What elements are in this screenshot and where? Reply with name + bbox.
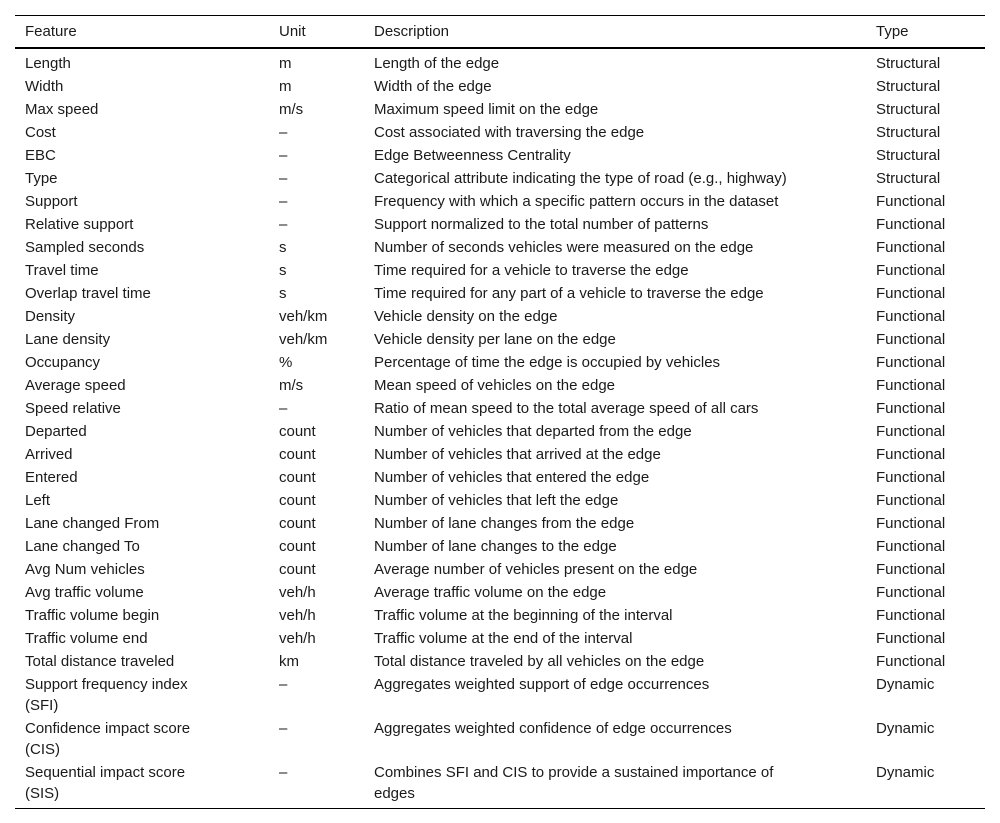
feature-cell: Width [25,78,64,95]
unit-cell: – [279,170,288,187]
feature-cell: Support frequency index (SFI) [25,676,188,714]
unit-cell: s [279,239,287,256]
type-cell: Functional [876,607,946,624]
type-cell: Functional [876,423,946,440]
type-cell: Functional [876,377,946,394]
table-row [15,328,985,351]
description-cell: Maximum speed limit on the edge [374,101,599,118]
feature-cell: Average speed [25,377,126,394]
type-cell: Dynamic [876,676,935,693]
type-cell: Functional [876,492,946,509]
type-cell: Functional [876,193,946,210]
table-row [15,627,985,650]
description-cell: Vehicle density on the edge [374,308,558,325]
table-row [15,466,985,489]
feature-cell: Length [25,55,71,72]
table-row [15,397,985,420]
unit-cell: count [279,492,316,509]
feature-cell: Speed relative [25,400,121,417]
type-cell: Dynamic [876,764,935,781]
table-row [15,213,985,236]
description-cell: Time required for a vehicle to traverse the edge [374,262,689,279]
unit-cell: – [279,720,288,737]
table-row [15,717,985,761]
table-row [15,75,985,98]
unit-cell: count [279,515,316,532]
description-cell: Average traffic volume on the edge [374,584,607,601]
unit-cell: – [279,216,288,233]
feature-cell: Traffic volume begin [25,607,160,624]
unit-cell: count [279,469,316,486]
type-cell: Functional [876,285,946,302]
feature-cell: Avg traffic volume [25,584,144,601]
description-cell: Combines SFI and CIS to provide a sustained importance of edges [374,764,774,802]
type-cell: Functional [876,308,946,325]
description-cell: Percentage of time the edge is occupied by vehicles [374,354,721,371]
table-row [15,581,985,604]
description-cell: Total distance traveled by all vehicles on the edge [374,653,705,670]
description-cell: Number of lane changes to the edge [374,538,617,555]
header-unit: Unit [279,23,306,40]
unit-cell: – [279,193,288,210]
type-cell: Functional [876,216,946,233]
description-cell: Cost associated with traversing the edge [374,124,645,141]
description-cell: Number of vehicles that departed from the edge [374,423,692,440]
description-cell: Edge Betweenness Centrality [374,147,571,164]
header-feature: Feature [25,23,77,40]
feature-cell: Avg Num vehicles [25,561,145,578]
feature-cell: Sequential impact score (SIS) [25,764,186,802]
unit-cell: – [279,147,288,164]
feature-cell: EBC [25,147,56,164]
unit-cell: count [279,561,316,578]
unit-cell: m/s [279,101,304,118]
unit-cell: veh/h [279,630,316,647]
header-description: Description [374,23,450,40]
description-cell: Aggregates weighted confidence of edge occurrences [374,720,732,737]
table-row [15,489,985,512]
unit-cell: s [279,285,287,302]
feature-cell: Lane density [25,331,111,348]
table-row [15,282,985,305]
description-cell: Time required for any part of a vehicle to traverse the edge [374,285,764,302]
unit-cell: m/s [279,377,304,394]
feature-table-container [15,15,985,809]
feature-cell: Sampled seconds [25,239,145,256]
type-cell: Functional [876,354,946,371]
type-cell: Functional [876,538,946,555]
type-cell: Functional [876,561,946,578]
feature-cell: Occupancy [25,354,101,371]
unit-cell: % [279,354,293,371]
type-cell: Functional [876,653,946,670]
description-cell: Average number of vehicles present on the edge [374,561,698,578]
feature-cell: Lane changed To [25,538,140,555]
feature-cell: Support [25,193,78,210]
description-cell: Categorical attribute indicating the type of road (e.g., highway) [374,170,787,187]
type-cell: Structural [876,147,941,164]
unit-cell: count [279,538,316,555]
type-cell: Functional [876,239,946,256]
table-row [15,761,985,809]
table-row [15,121,985,144]
feature-cell: Travel time [25,262,99,279]
table-row [15,604,985,627]
table-row [15,236,985,259]
feature-cell: Arrived [25,446,73,463]
description-cell: Mean speed of vehicles on the edge [374,377,616,394]
type-cell: Functional [876,446,946,463]
description-cell: Number of seconds vehicles were measured on the edge [374,239,754,256]
feature-cell: Relative support [25,216,134,233]
description-cell: Ratio of mean speed to the total average speed of all cars [374,400,759,417]
table-row [15,420,985,443]
feature-cell: Cost [25,124,56,141]
feature-table [15,15,985,809]
table-row [15,443,985,466]
feature-cell: Confidence impact score (CIS) [25,720,191,758]
table-row [15,167,985,190]
table-row [15,351,985,374]
feature-cell: Max speed [25,101,99,118]
unit-cell: – [279,676,288,693]
type-cell: Functional [876,630,946,647]
description-cell: Vehicle density per lane on the edge [374,331,616,348]
table-row [15,558,985,581]
feature-cell: Departed [25,423,87,440]
description-cell: Support normalized to the total number of patterns [374,216,709,233]
unit-cell: count [279,423,316,440]
feature-cell: Traffic volume end [25,630,148,647]
feature-cell: Overlap travel time [25,285,151,302]
type-cell: Structural [876,78,941,95]
table-body [15,48,985,809]
header-type: Type [876,23,909,40]
feature-cell: Type [25,170,58,187]
table-row [15,535,985,558]
table-row [15,190,985,213]
unit-cell: – [279,124,288,141]
unit-cell: s [279,262,287,279]
table-row [15,48,985,75]
feature-cell: Density [25,308,76,325]
unit-cell: veh/km [279,331,328,348]
feature-cell: Entered [25,469,78,486]
type-cell: Functional [876,469,946,486]
type-cell: Functional [876,400,946,417]
table-row [15,512,985,535]
description-cell: Width of the edge [374,78,492,95]
description-cell: Frequency with which a specific pattern occurs in the dataset [374,193,779,210]
table-row [15,650,985,673]
unit-cell: m [279,55,292,72]
unit-cell: veh/h [279,584,316,601]
unit-cell: veh/h [279,607,316,624]
feature-cell: Left [25,492,51,509]
type-cell: Structural [876,170,941,187]
type-cell: Dynamic [876,720,935,737]
unit-cell: veh/km [279,308,328,325]
description-cell: Traffic volume at the beginning of the interval [374,607,673,624]
unit-cell: – [279,764,288,781]
type-cell: Functional [876,515,946,532]
feature-cell: Lane changed From [25,515,160,532]
unit-cell: – [279,400,288,417]
type-cell: Structural [876,124,941,141]
type-cell: Structural [876,55,941,72]
table-header [15,16,985,49]
table-row [15,259,985,282]
unit-cell: m [279,78,292,95]
table-row [15,374,985,397]
description-cell: Number of lane changes from the edge [374,515,635,532]
feature-cell: Total distance traveled [25,653,175,670]
unit-cell: km [279,653,299,670]
table-row [15,98,985,121]
description-cell: Length of the edge [374,55,500,72]
table-row [15,144,985,167]
unit-cell: count [279,446,316,463]
description-cell: Number of vehicles that left the edge [374,492,619,509]
description-cell: Aggregates weighted support of edge occurrences [374,676,710,693]
description-cell: Number of vehicles that entered the edge [374,469,650,486]
header-row [15,16,985,49]
table-row [15,673,985,717]
type-cell: Structural [876,101,941,118]
type-cell: Functional [876,584,946,601]
type-cell: Functional [876,262,946,279]
description-cell: Number of vehicles that arrived at the edge [374,446,661,463]
type-cell: Functional [876,331,946,348]
description-cell: Traffic volume at the end of the interval [374,630,633,647]
table-row [15,305,985,328]
